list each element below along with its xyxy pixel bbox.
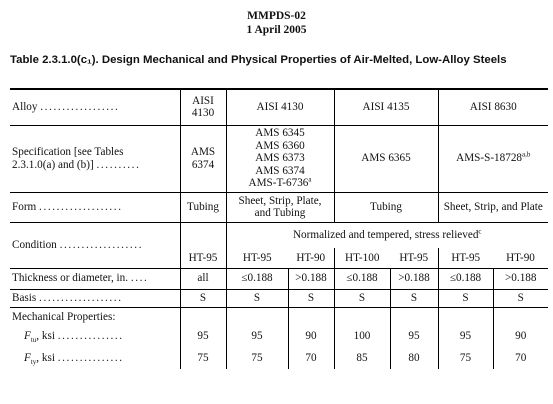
form-cell: Sheet, Strip, and Plate — [438, 192, 548, 222]
basis-cell: S — [493, 289, 548, 307]
ftu-cell: 100 — [334, 326, 390, 347]
condition-row — [10, 222, 548, 248]
fty-cell: 75 — [180, 347, 226, 369]
thickness-row — [10, 268, 548, 289]
alloy-cell: AISI 4130 — [226, 89, 334, 125]
thickness-label: Thickness or diameter, in. .... — [10, 268, 180, 289]
thickness-cell: ≤0.188 — [334, 268, 390, 289]
document-id: MMPDS-02 — [247, 10, 306, 22]
thickness-cell: ≤0.188 — [226, 268, 288, 289]
condition-blank — [180, 222, 226, 248]
alloy-cell: AISI 4135 — [334, 89, 438, 125]
form-row — [10, 192, 548, 222]
table-title: Table 2.3.1.0(c₁). Design Mechanical and Physical Properties of Air-Melted, Low-Alloy Steels — [10, 54, 507, 66]
thickness-cell: >0.188 — [288, 268, 334, 289]
properties-table — [10, 88, 548, 369]
basis-row — [10, 289, 548, 307]
condition-text: Normalized and tempered, stress relieved$^c$ — [226, 222, 548, 248]
fty-label: $F_{ty}$, ksi ............... — [24, 351, 124, 366]
spec-cell: AMS 6374 — [180, 125, 226, 192]
basis-cell: S — [334, 289, 390, 307]
mech-header-row — [10, 307, 548, 326]
fty-cell: 75 — [226, 347, 288, 369]
fty-cell: 70 — [288, 347, 334, 369]
basis-label: Basis ................... — [10, 289, 180, 307]
ftu-cell: 90 — [288, 326, 334, 347]
thickness-cell: all — [180, 268, 226, 289]
basis-cell: S — [180, 289, 226, 307]
ftu-label: $F_{tu}$, ksi ............... — [24, 330, 124, 345]
thickness-cell: >0.188 — [493, 268, 548, 289]
spec-cell: AMS 6365 — [334, 125, 438, 192]
alloy-cell: AISI 8630 — [438, 89, 548, 125]
basis-cell: S — [288, 289, 334, 307]
temper-cell: HT-90 — [506, 251, 535, 264]
spec-cell: AMS-S-18728$^{a,b}$ — [438, 125, 548, 192]
ftu-cell: 95 — [180, 326, 226, 347]
basis-cell: S — [390, 289, 438, 307]
fty-cell: 85 — [334, 347, 390, 369]
form-cell: Tubing — [180, 192, 226, 222]
form-cell: Tubing — [334, 192, 438, 222]
ftu-cell: 95 — [438, 326, 493, 347]
document-date: 1 April 2005 — [246, 24, 307, 36]
form-label: Form ................... — [10, 192, 180, 222]
fty-row — [10, 347, 548, 369]
ftu-cell: 95 — [390, 326, 438, 347]
basis-cell: S — [226, 289, 288, 307]
fty-cell: 75 — [438, 347, 493, 369]
temper-cell: HT-95 — [399, 251, 429, 264]
ftu-cell: 90 — [493, 326, 548, 347]
temper-cell: HT-90 — [296, 251, 326, 264]
fty-cell: 70 — [493, 347, 548, 369]
thickness-cell: >0.188 — [390, 268, 438, 289]
temper-cell: HT-95 — [438, 248, 493, 268]
form-cell: Sheet, Strip, Plate, and Tubing — [226, 192, 334, 222]
alloy-row — [10, 89, 548, 125]
mech-label: Mechanical Properties: — [12, 310, 116, 323]
specification-row — [10, 125, 548, 192]
condition-label: Condition ................... — [10, 222, 180, 268]
spec-cell: AMS 6345 AMS 6360 AMS 6373 AMS 6374 AMS-T-6736$^a$ — [226, 125, 334, 192]
specification-label: Specification [see Tables 2.3.1.0(a) and (b)] .......... — [10, 125, 180, 192]
alloy-label: Alloy .................. — [10, 89, 180, 125]
ftu-row — [10, 326, 548, 347]
temper-cell: HT-95 — [226, 248, 288, 268]
temper-cell: HT-100 — [334, 248, 390, 268]
fty-cell: 80 — [390, 347, 438, 369]
thickness-cell: ≤0.188 — [438, 268, 493, 289]
basis-cell: S — [438, 289, 493, 307]
ftu-cell: 95 — [226, 326, 288, 347]
alloy-cell: AISI 4130 — [180, 89, 226, 125]
temper-cell: HT-95 — [180, 248, 226, 268]
